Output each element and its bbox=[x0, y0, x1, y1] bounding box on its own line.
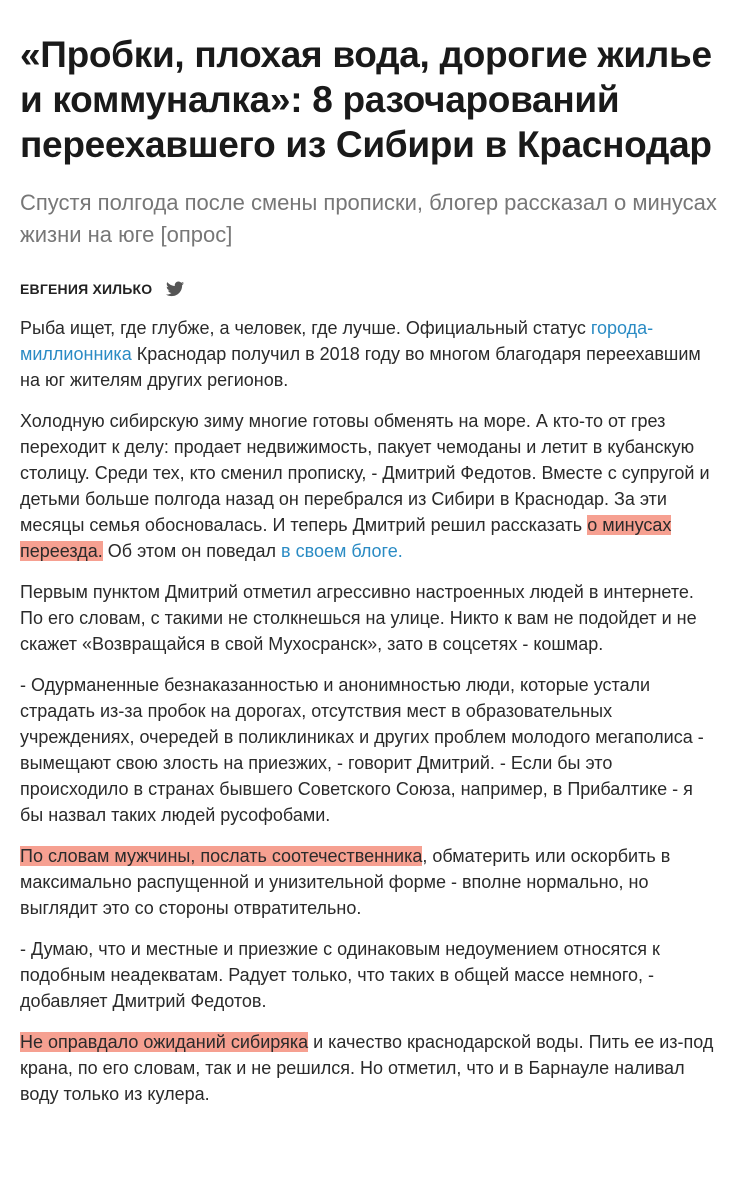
author-name[interactable]: ЕВГЕНИЯ ХИЛЬКО bbox=[20, 281, 153, 297]
article-subtitle: Спустя полгода после смены прописки, блогер рассказал о минусах жизни на юге [опрос] bbox=[20, 190, 717, 247]
paragraph-quote: - Думаю, что и местные и приезжие с одинаковым недоумением относятся к подобным неадекватам. Радует только, что таких в общей массе немного, - добавляет Дмитрий Федотов. bbox=[20, 939, 660, 1011]
twitter-icon[interactable] bbox=[166, 281, 184, 297]
text: Об этом он поведал bbox=[102, 541, 282, 561]
link-million-city[interactable]: города-миллионника bbox=[20, 318, 654, 364]
text: Рыба ищет, где глубже, а человек, где лучше. Официальный статус bbox=[20, 318, 591, 338]
paragraph bbox=[20, 1029, 720, 1107]
paragraph: Первым пунктом Дмитрий отметил агрессивно настроенных людей в интернете. По его словам, с такими не столкнешься на улице. Никто к вам не подойдет и не скажет «Возвращайся в свой Мухосранск», зато в соцсетях - кошмар. bbox=[20, 582, 697, 654]
paragraph-quote: - Одурманенные безнаказанностью и анонимностью люди, которые устали страдать из-за пробок на дорогах, отсутствия мест в образовательных учреждениях, очередей в поликлиниках и других проблем молодого мегаполиса - вымещают свою злость на приезжих, - говорит Дмитрий. - Если бы это происходило в странах бывшего Советского Союза, например, в Прибалтике - я бы назвал таких людей русофобами. bbox=[20, 675, 704, 825]
highlighted-text: о минусах переезда. bbox=[20, 515, 672, 561]
text: , обматерить или оскорбить в максимально распущенной и унизительной форме - вполне нормально, но выглядит это со стороны отвратительно. bbox=[20, 846, 671, 918]
paragraph bbox=[20, 315, 720, 393]
text: Краснодар получил в 2018 году во многом благодаря переехавшим на юг жителям других регионов. bbox=[20, 344, 701, 390]
link-blog[interactable]: в своем блоге. bbox=[281, 541, 403, 561]
article-title: «Пробки, плохая вода, дорогие жилье и коммуналка»: 8 разочарований переехавшего из Сибири в Краснодар bbox=[20, 34, 712, 165]
article-body bbox=[20, 315, 720, 1107]
text: Холодную сибирскую зиму многие готовы обменять на море. А кто-то от грез переходит к делу: продает недвижимость, пакует чемоданы и летит в кубанскую столицу. Среди тех, кто сменил прописку, - Дмитрий Федотов. Вместе с супругой и детьми больше полгода назад он перебрался из Сибири в Краснодар. За эти месяцы семья обосновалась. И теперь Дмитрий решил рассказать bbox=[20, 411, 710, 535]
highlighted-text: Не оправдало ожиданий сибиряка bbox=[20, 1032, 309, 1052]
author-line bbox=[20, 281, 720, 297]
text: и качество краснодарской воды. Пить ее из-под крана, по его словам, так и не решился. Но отметил, что и в Барнауле наливал воду только из кулера. bbox=[20, 1032, 714, 1104]
paragraph bbox=[20, 843, 720, 921]
highlighted-text: По словам мужчины, послать соотечественника bbox=[20, 846, 423, 866]
paragraph bbox=[20, 408, 720, 564]
